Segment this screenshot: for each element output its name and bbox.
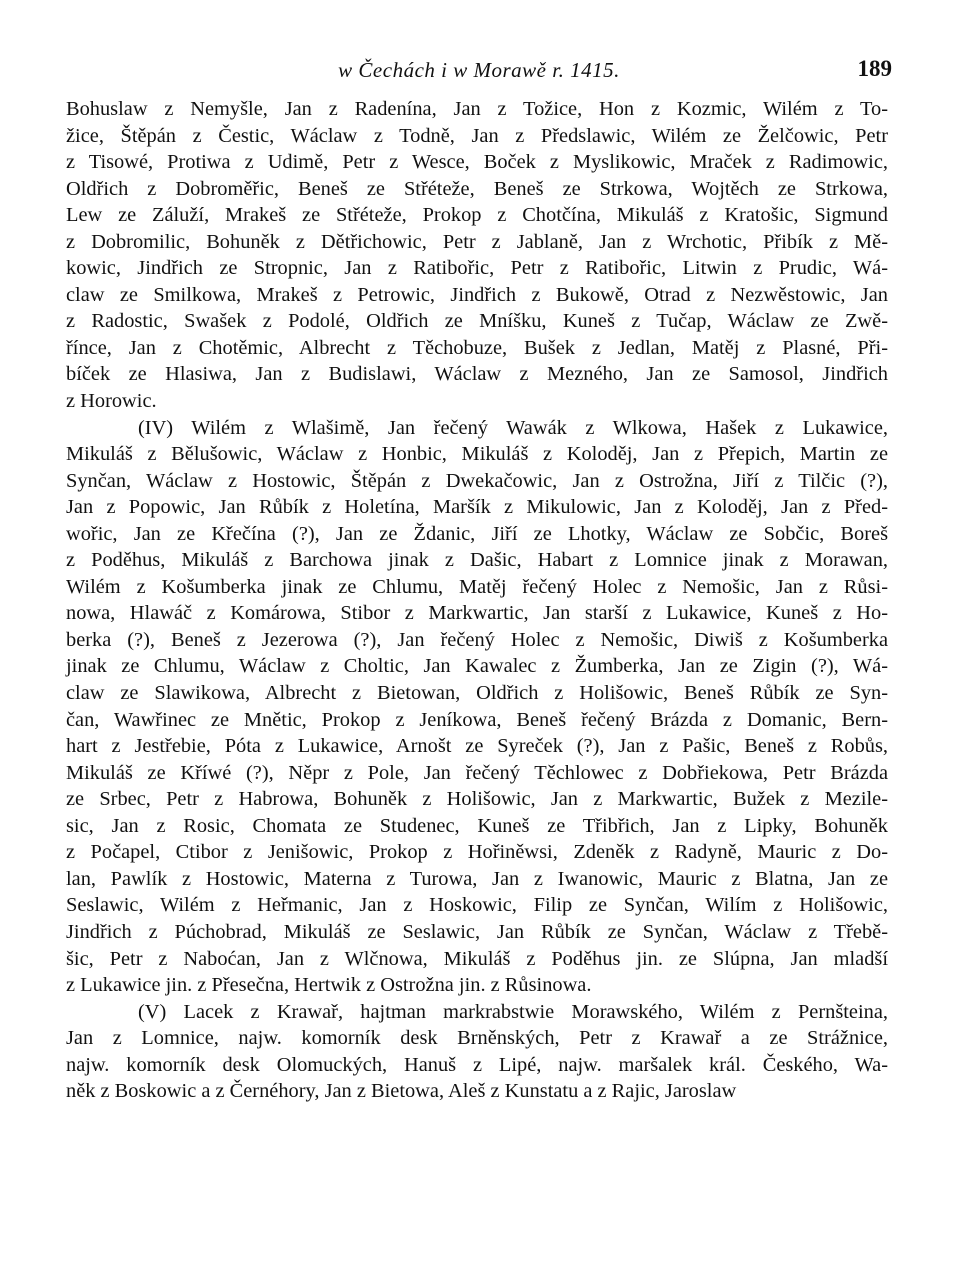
- text-line: bíček ze Hlasiwa, Jan z Budislawi, Wáclaw z Mezného, Jan ze Samosol, Jindřich: [66, 363, 888, 386]
- text-line: hart z Jestřebie, Póta z Lukawice, Arnošt ze Syreček (?), Jan z Pašic, Beneš z Robůs,: [66, 735, 888, 758]
- text-line: Mikuláš ze Kříwé (?), Něpr z Pole, Jan řečený Těchlowec z Dobřiekowa, Petr Brázda: [66, 761, 888, 784]
- text-line: lan, Pawlík z Hostowic, Materna z Turowa, Jan z Iwanowic, Mauric z Blatna, Jan ze: [66, 867, 888, 890]
- text-line: z Radostic, Swašek z Podolé, Oldřich ze Mníšku, Kuneš z Tučap, Wáclaw ze Zwě-: [66, 310, 888, 333]
- text-line: z Tisowé, Protiwa z Udimě, Petr z Wesce, Boček z Myslikowic, Mraček z Radimowic,: [66, 151, 888, 174]
- text-line: Bohuslaw z Nemyšle, Jan z Radenína, Jan z Tožice, Hon z Kozmic, Wilém z To-: [66, 98, 888, 120]
- text-line: z Počapel, Ctibor z Jenišowic, Prokop z Hořiněwsi, Zdeněk z Radyně, Mauric z Do-: [66, 841, 888, 864]
- text-line: Wilém z Košumberka jinak ze Chlumu, Matěj řečený Holec z Nemošic, Jan z Růsi-: [66, 575, 888, 598]
- text-line: něk z Boskowic a z Černéhory, Jan z Bietowa, Aleš z Kunstatu a z Rajic, Jaroslaw: [66, 1080, 737, 1103]
- text-line: z Poděhus, Mikuláš z Barchowa jinak z Dašic, Habart z Lomnice jinak z Morawan,: [66, 549, 888, 572]
- text-line: Jan z Popowic, Jan Růbík z Holetína, Maršík z Mikulowic, Jan z Koloděj, Jan z Před-: [66, 496, 888, 519]
- text-line: řínce, Jan z Chotěmic, Albrecht z Těchobuze, Bušek z Jedlan, Matěj z Plasné, Při-: [66, 336, 888, 359]
- text-line: Jindřich z Púchobrad, Mikuláš ze Seslawic, Jan Růbík ze Synčan, Wáclaw z Třebě-: [66, 920, 888, 943]
- paragraph: [66, 415, 888, 999]
- text-line: z Horowic.: [66, 390, 157, 413]
- text-line: (V) Lacek z Krawař, hajtman markrabstwie Morawského, Wilém z Pernšteina,: [138, 1000, 888, 1023]
- page-number: 189: [857, 56, 892, 81]
- text-line: nowa, Hlawáč z Komárowa, Stibor z Markwartic, Jan starší z Lukawice, Kuneš z Ho-: [66, 602, 888, 625]
- body-text: [66, 96, 888, 1105]
- text-line: claw ze Smilkowa, Mrakeš z Petrowic, Jindřich z Bukowě, Otrad z Nezwěstowic, Jan: [66, 283, 888, 306]
- text-line: z Lukawice jin. z Přesečna, Hertwik z Ostrožna jin. z Růsinowa.: [66, 974, 592, 997]
- text-line: (IV) Wilém z Wlašimě, Jan řečený Wawák z Wlkowa, Hašek z Lukawice,: [138, 416, 888, 439]
- text-line: wořic, Jan ze Křečína (?), Jan ze Ždanic, Jiří ze Lhotky, Wáclaw ze Sobčic, Boreš: [66, 522, 888, 545]
- text-line: berka (?), Beneš z Jezerowa (?), Jan řečený Holec z Nemošic, Diwiš z Košumberka: [66, 628, 888, 651]
- text-line: Lew ze Záluží, Mrakeš ze Střéteže, Prokop z Chotčína, Mikuláš z Kratošic, Sigmund: [66, 204, 888, 227]
- text-line: Synčan, Wáclaw z Hostowic, Štěpán z Dwekačowic, Jan z Ostrožna, Jiří z Tilčic (?),: [66, 469, 888, 492]
- text-line: žice, Štěpán z Čestic, Wáclaw z Todně, Jan z Předslawic, Wilém ze Želčowic, Petr: [66, 124, 888, 147]
- text-line: sic, Jan z Rosic, Chomata ze Studenec, Kuneš ze Třibřich, Jan z Lipky, Bohuněk: [66, 814, 888, 837]
- text-line: jinak ze Chlumu, Wáclaw z Choltic, Jan Kawalec z Žumberka, Jan ze Zigin (?), Wá-: [66, 655, 888, 678]
- text-line: claw ze Slawikowa, Albrecht z Bietowan, Oldřich z Holišowic, Beneš Růbík ze Syn-: [66, 682, 888, 705]
- text-line: Oldřich z Dobroměřic, Beneš ze Střéteže, Beneš ze Strkowa, Wojtěch ze Strkowa,: [66, 177, 888, 200]
- text-line: Jan z Lomnice, najw. komorník desk Brněnských, Petr z Krawař a ze Strážnice,: [66, 1027, 888, 1050]
- text-line: čan, Wawřinec ze Mnětic, Prokop z Jeníkowa, Beneš řečený Brázda z Domanic, Bern-: [66, 708, 888, 731]
- text-line: z Dobromilic, Bohuněk z Dětřichowic, Petr z Jablaně, Jan z Wrchotic, Přibík z Mě-: [66, 230, 888, 253]
- text-line: ze Srbec, Petr z Habrowa, Bohuněk z Holišowic, Jan z Markwartic, Bužek z Mezile-: [66, 788, 888, 811]
- text-line: Mikuláš z Bělušowic, Wáclaw z Honbic, Mikuláš z Koloděj, Jan z Přepich, Martin ze: [66, 443, 888, 466]
- text-line: šic, Petr z Naboćan, Jan z Wlčnowa, Mikuláš z Poděhus jin. ze Slúpna, Jan mladší: [66, 947, 888, 970]
- running-head: [66, 58, 892, 88]
- text-line: Seslawic, Wilém z Heřmanic, Jan z Hoskowic, Filip ze Synčan, Wilím z Holišowic,: [66, 894, 888, 917]
- running-title: w Čechách i w Morawě r. 1415.: [338, 58, 620, 82]
- paragraph: [66, 999, 888, 1105]
- text-line: najw. komorník desk Olomuckých, Hanuš z Lipé, najw. maršalek král. Českého, Wa-: [66, 1053, 888, 1076]
- text-line: kowic, Jindřich ze Stropnic, Jan z Ratibořic, Petr z Ratibořic, Litwin z Prudic, Wá-: [66, 257, 888, 280]
- paragraph: [66, 96, 888, 415]
